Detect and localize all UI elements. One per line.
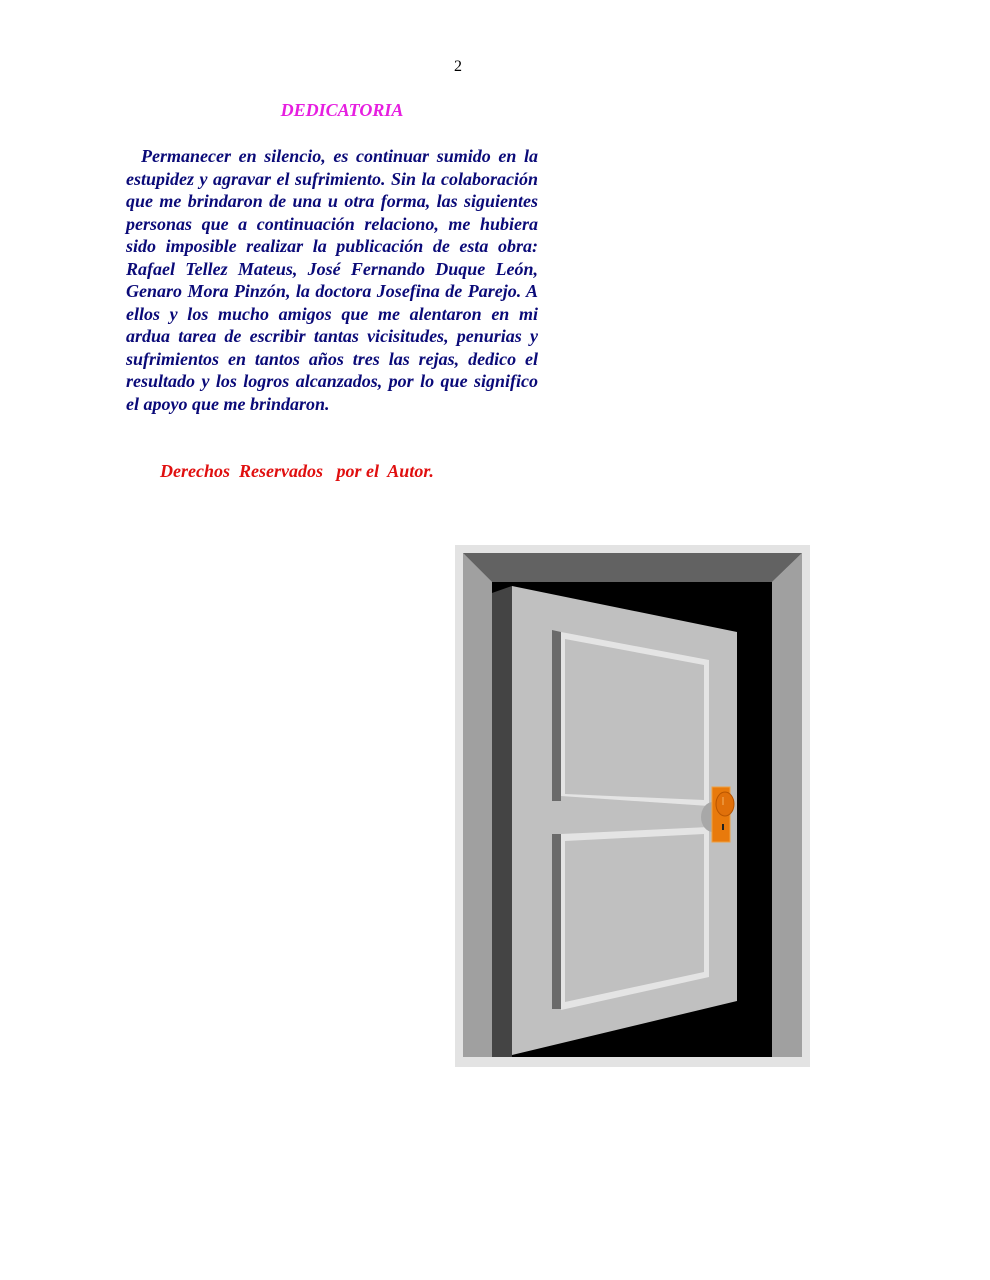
rights-reserved-note: Derechos Reservados por el Autor. bbox=[160, 461, 434, 481]
door-icon bbox=[455, 545, 810, 1067]
page-number: 2 bbox=[454, 58, 462, 75]
open-door-illustration bbox=[455, 545, 810, 1067]
dedication-title: DEDICATORIA bbox=[280, 100, 404, 120]
dedication-paragraph: Permanecer en silencio, es continuar sumido en la estupidez y agravar el sufrimiento. Sin la colaboración que me brindaron de una u otra forma, las siguientes personas que a continuación relaciono, me hubiera sido imposible realizar la publicación de esta obra: Rafael Tellez Mateus, José Fernando Duque León, Genaro Mora Pinzón, la doctora Josefina de Parejo. A ellos y los mucho amigos que me alentaron en mi ardua tarea de escribir tantas vicisitudes, penurias y sufrimientos en tantos años tres las rejas, dedico el resultado y los logros alcanzados, por lo que significo el apoyo que me brindaron. bbox=[126, 146, 538, 414]
